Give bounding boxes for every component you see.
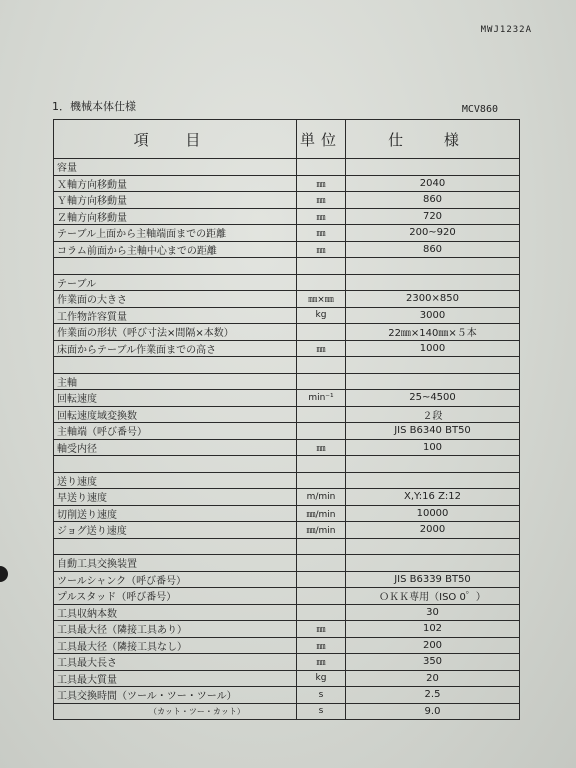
value-cell: 102 [346,621,520,638]
item-label: 作業面の大きさ [54,291,297,308]
value-cell: ＯＫＫ専用（ISO 0゜） [346,588,520,605]
table-row [54,225,520,242]
item-label: 軸受内径 [54,439,297,456]
value-cell: JIS B6339 BT50 [346,571,520,588]
blank-cell [54,357,297,374]
item-label: 主軸端（呼び番号） [54,423,297,440]
pen-mark [30,0,180,8]
table-row [54,522,520,539]
table-row [54,571,520,588]
value-cell: 2.5 [346,687,520,704]
blank-cell [346,456,520,473]
item-label: ジョグ送り速度 [54,522,297,539]
category-label: テーブル [54,274,297,291]
table-row-blank [54,538,520,555]
item-label: コラム前面から主軸中心までの距離 [54,241,297,258]
unit-cell: ㎜ [297,208,346,225]
blank-cell [346,357,520,374]
blank-cell [346,538,520,555]
item-label: ツールシャンク（呼び番号） [54,571,297,588]
table-row [54,340,520,357]
table-row [54,241,520,258]
unit-cell: ㎜ [297,340,346,357]
unit-cell: ㎜ [297,175,346,192]
table-row [54,406,520,423]
unit-cell [297,373,346,390]
value-cell: 860 [346,192,520,209]
header-item: 項 目 [54,120,297,159]
table-row [54,291,520,308]
section-title: 1．機械本体仕様 [52,100,136,113]
table-row-blank [54,456,520,473]
value-cell: 200 [346,637,520,654]
item-label: 回転速度域変換数 [54,406,297,423]
item-label: Ｙ軸方向移動量 [54,192,297,209]
unit-cell [297,472,346,489]
table-row-category [54,373,520,390]
table-row-category [54,472,520,489]
value-cell [346,555,520,572]
value-cell: 30 [346,604,520,621]
unit-cell: kg [297,670,346,687]
item-label: 工具最大質量 [54,670,297,687]
blank-cell [346,258,520,275]
unit-cell [297,274,346,291]
value-cell: ２段 [346,406,520,423]
item-label: （カット・ツー・カット） [54,703,297,720]
item-label: 工具交換時間（ツール・ツー・ツール） [54,687,297,704]
table-row [54,390,520,407]
unit-cell: ㎜ [297,621,346,638]
item-label: 切削送り速度 [54,505,297,522]
value-cell: 25~4500 [346,390,520,407]
unit-cell: ㎜ [297,654,346,671]
table-row [54,604,520,621]
table-row-category [54,274,520,291]
table-row [54,621,520,638]
table-row [54,423,520,440]
value-cell: 100 [346,439,520,456]
unit-cell: m/min [297,489,346,506]
value-cell: 3000 [346,307,520,324]
header-spec: 仕 様 [346,120,520,159]
item-label: テーブル上面から主軸端面までの距離 [54,225,297,242]
unit-cell [297,159,346,176]
item-label: 工具最大長さ [54,654,297,671]
value-cell [346,472,520,489]
item-label: 作業面の形状（呼び寸法×間隔×本数） [54,324,297,341]
unit-cell: ㎜×㎜ [297,291,346,308]
unit-cell [297,571,346,588]
value-cell: 2040 [346,175,520,192]
table-row [54,703,520,720]
table-row [54,637,520,654]
unit-cell: ㎜ [297,439,346,456]
table-row [54,670,520,687]
item-label: 工具最大径（隣接工具なし） [54,637,297,654]
unit-cell: ㎜/min [297,505,346,522]
unit-cell [297,324,346,341]
unit-cell: ㎜ [297,192,346,209]
blank-cell [297,357,346,374]
value-cell: 2300×850 [346,291,520,308]
value-cell [346,159,520,176]
unit-cell [297,406,346,423]
item-label: 工具最大径（隣接工具あり） [54,621,297,638]
table-header-row [54,120,520,159]
table-row-blank [54,357,520,374]
value-cell: 10000 [346,505,520,522]
unit-cell: s [297,687,346,704]
category-label: 主軸 [54,373,297,390]
item-label: プルスタッド（呼び番号） [54,588,297,605]
blank-cell [297,538,346,555]
value-cell: 1000 [346,340,520,357]
unit-cell [297,604,346,621]
table-row-blank [54,258,520,275]
item-label: Ｚ軸方向移動量 [54,208,297,225]
blank-cell [54,258,297,275]
item-label: Ｘ軸方向移動量 [54,175,297,192]
item-label: 工作物許容質量 [54,307,297,324]
table-row [54,307,520,324]
blank-cell [297,456,346,473]
unit-cell: ㎜ [297,637,346,654]
value-cell: 860 [346,241,520,258]
document-code: MWJ1232A [480,25,532,35]
item-label: 工具収納本数 [54,604,297,621]
unit-cell: ㎜ [297,225,346,242]
unit-cell [297,555,346,572]
spec-table [53,119,520,720]
table-row [54,489,520,506]
value-cell [346,373,520,390]
value-cell [346,274,520,291]
value-cell: 20 [346,670,520,687]
model-code: MCV860 [461,104,498,115]
table-row [54,175,520,192]
value-cell: 2000 [346,522,520,539]
category-label: 自動工具交換装置 [54,555,297,572]
table-row [54,208,520,225]
header-unit: 単位 [297,120,346,159]
unit-cell: kg [297,307,346,324]
binder-hole [0,566,8,582]
value-cell: 720 [346,208,520,225]
table-row [54,324,520,341]
unit-cell [297,423,346,440]
category-label: 送り速度 [54,472,297,489]
item-label: 床面からテーブル作業面までの高さ [54,340,297,357]
value-cell: 350 [346,654,520,671]
item-label: 早送り速度 [54,489,297,506]
unit-cell: s [297,703,346,720]
spec-table-body [54,159,520,720]
blank-cell [54,538,297,555]
category-label: 容量 [54,159,297,176]
table-row-category [54,555,520,572]
table-row [54,588,520,605]
unit-cell: min⁻¹ [297,390,346,407]
blank-cell [54,456,297,473]
unit-cell [297,588,346,605]
value-cell: 200~920 [346,225,520,242]
table-row [54,505,520,522]
value-cell: 9.0 [346,703,520,720]
table-row [54,687,520,704]
table-row [54,654,520,671]
unit-cell: ㎜/min [297,522,346,539]
table-row-category [54,159,520,176]
unit-cell: ㎜ [297,241,346,258]
blank-cell [297,258,346,275]
table-row [54,192,520,209]
value-cell: JIS B6340 BT50 [346,423,520,440]
value-cell: 22㎜×140㎜×５本 [346,324,520,341]
table-row [54,439,520,456]
value-cell: X,Y:16 Z:12 [346,489,520,506]
item-label: 回転速度 [54,390,297,407]
